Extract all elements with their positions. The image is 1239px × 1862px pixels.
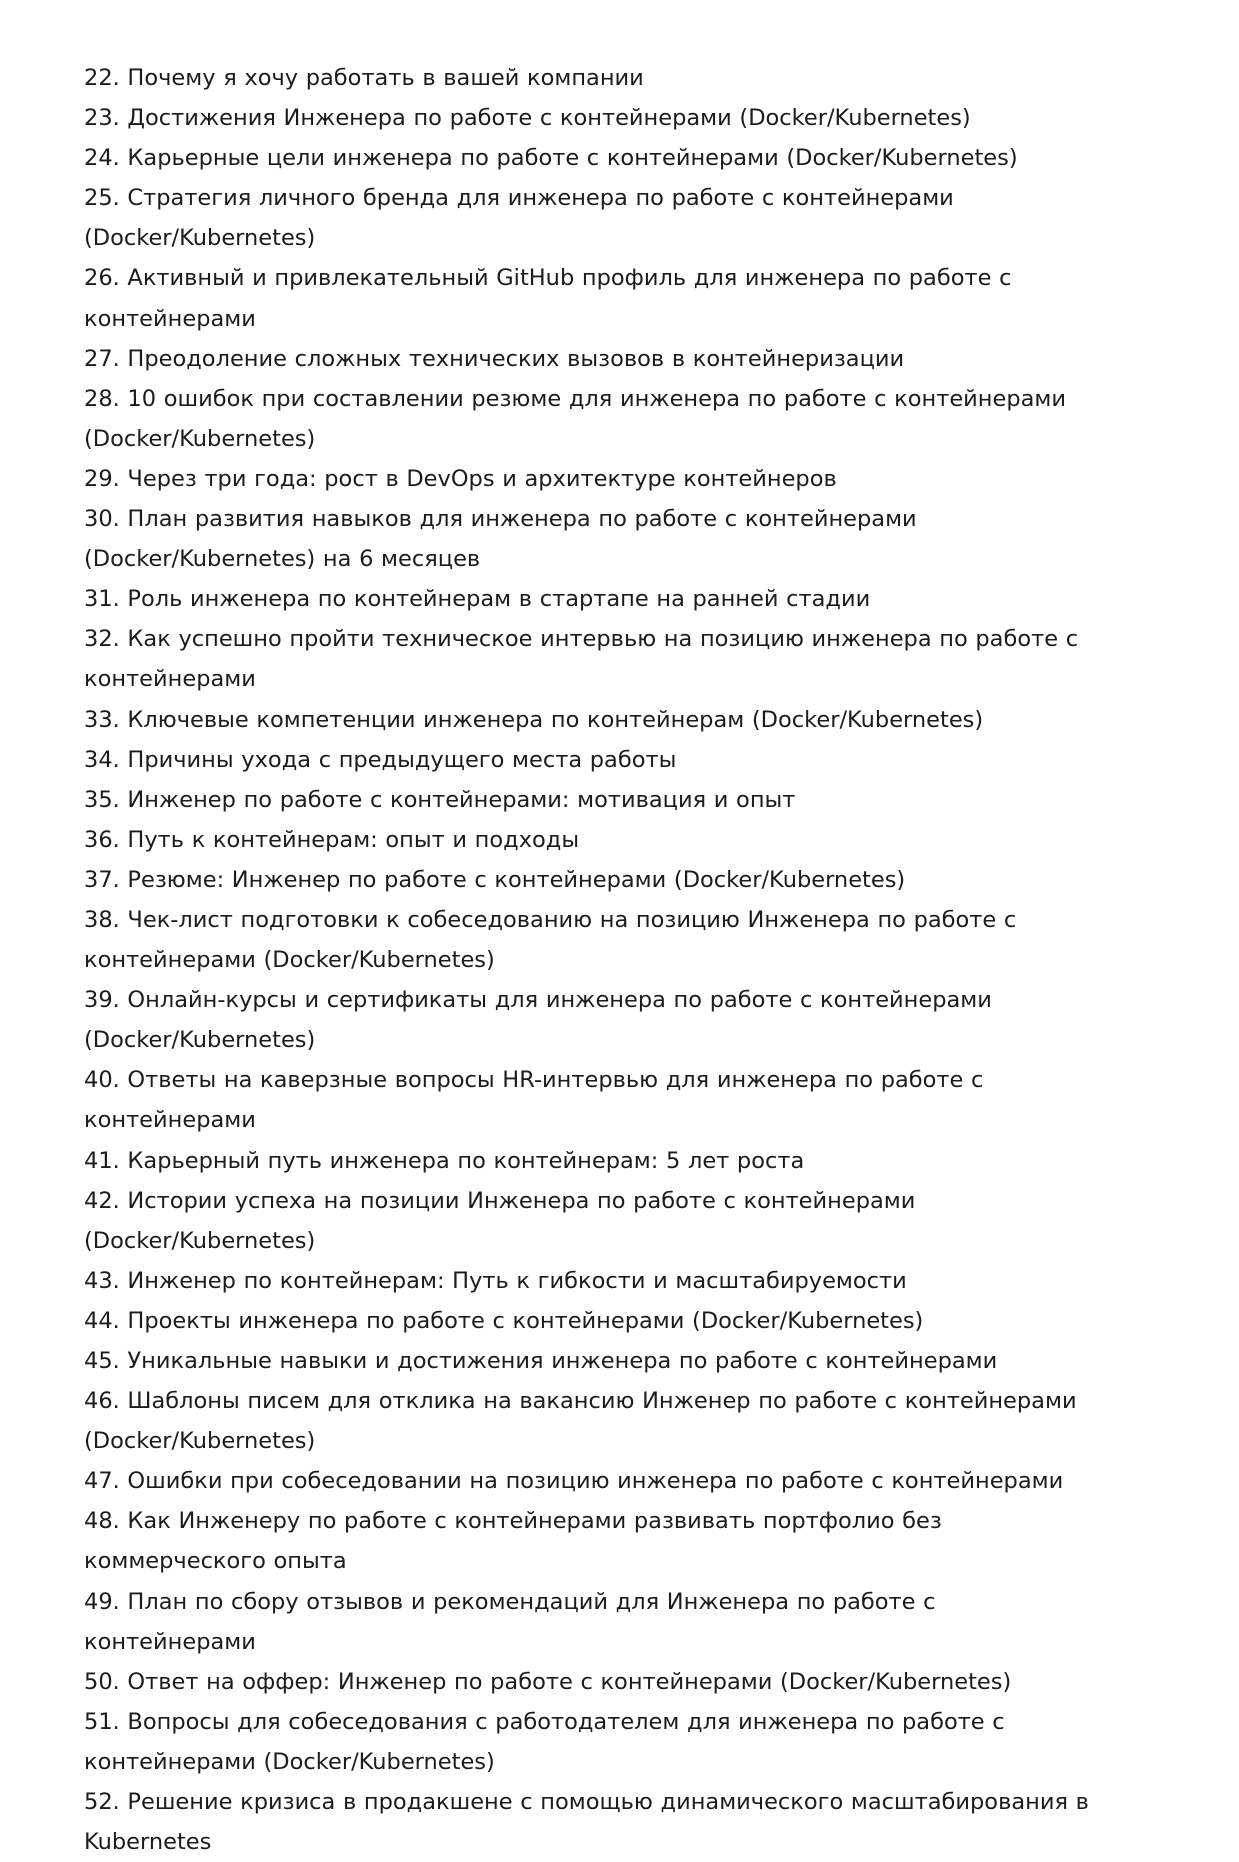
list-item: 51. Вопросы для собеседования с работодателем для инженера по работе с контейнерами (Docker/Kubernetes) [84, 1708, 1005, 1775]
list-item: 28. 10 ошибок при составлении резюме для инженера по работе с контейнерами (Docker/Kubernetes) [84, 385, 1067, 452]
list-item: 36. Путь к контейнерам: опыт и подходы [84, 826, 580, 853]
list-item: 40. Ответы на каверзные вопросы HR-интервью для инженера по работе с контейнерами [84, 1067, 984, 1134]
list-item: 38. Чек-лист подготовки к собеседованию на позицию Инженера по работе с контейнерами (Docker/Kubernetes) [84, 906, 1017, 974]
list-item: 24. Карьерные цели инженера по работе с контейнерами (Docker/Kubernetes) [84, 145, 1018, 172]
list-item: 32. Как успешно пройти техническое интервью на позицию инженера по работе с контейнерами [84, 626, 1079, 693]
list-item: 45. Уникальные навыки и достижения инженера по работе с контейнерами [84, 1348, 998, 1374]
list-item: 46. Шаблоны писем для отклика на вакансию Инженер по работе с контейнерами (Docker/Kubernetes) [84, 1388, 1077, 1455]
list-item: 41. Карьерный путь инженера по контейнерам: 5 лет роста [84, 1147, 805, 1174]
list-item: 34. Причины ухода с предыдущего места работы [84, 746, 677, 773]
list-item: 35. Инженер по работе с контейнерами: мотивация и опыт [84, 786, 796, 813]
list-item: 49. План по сбору отзывов и рекомендаций для Инженера по работе с контейнерами [84, 1588, 936, 1655]
list-item: 50. Ответ на оффер: Инженер по работе с контейнерами (Docker/Kubernetes) [84, 1668, 1012, 1695]
list-item: 52. Решение кризиса в продакшене с помощью динамического масштабирования в Kubernetes [84, 1789, 1089, 1856]
topic-list [84, 58, 1109, 1862]
list-item: 30. План развития навыков для инженера по работе с контейнерами (Docker/Kubernetes) на 6 месяцев [84, 506, 917, 573]
list-item: 39. Онлайн-курсы и сертификаты для инженера по работе с контейнерами (Docker/Kubernetes) [84, 987, 992, 1054]
list-item: 42. Истории успеха на позиции Инженера по работе с контейнерами (Docker/Kubernetes) [84, 1187, 916, 1254]
list-item: 33. Ключевые компетенции инженера по контейнерам (Docker/Kubernetes) [84, 706, 984, 733]
list-item: 48. Как Инженеру по работе с контейнерами развивать портфолио без коммерческого опыта [84, 1508, 942, 1575]
list-item: 26. Активный и привлекательный GitHub профиль для инженера по работе с контейнерами [84, 265, 1012, 332]
list-item: 23. Достижения Инженера по работе с контейнерами (Docker/Kubernetes) [84, 105, 971, 132]
list-item: 29. Через три года: рост в DevOps и архитектуре контейнеров [84, 465, 837, 492]
list-item: 22. Почему я хочу работать в вашей компании [84, 65, 644, 91]
list-item: 44. Проекты инженера по работе с контейнерами (Docker/Kubernetes) [84, 1307, 924, 1334]
list-item: 25. Стратегия личного бренда для инженера по работе с контейнерами (Docker/Kubernetes) [84, 185, 954, 252]
list-item: 47. Ошибки при собеседовании на позицию инженера по работе с контейнерами [84, 1468, 1064, 1495]
list-item: 27. Преодоление сложных технических вызовов в контейнеризации [84, 345, 905, 372]
list-item: 31. Роль инженера по контейнерам в стартапе на ранней стадии [84, 586, 871, 613]
list-item: 37. Резюме: Инженер по работе с контейнерами (Docker/Kubernetes) [84, 866, 906, 893]
list-item: 43. Инженер по контейнерам: Путь к гибкости и масштабируемости [84, 1267, 907, 1294]
